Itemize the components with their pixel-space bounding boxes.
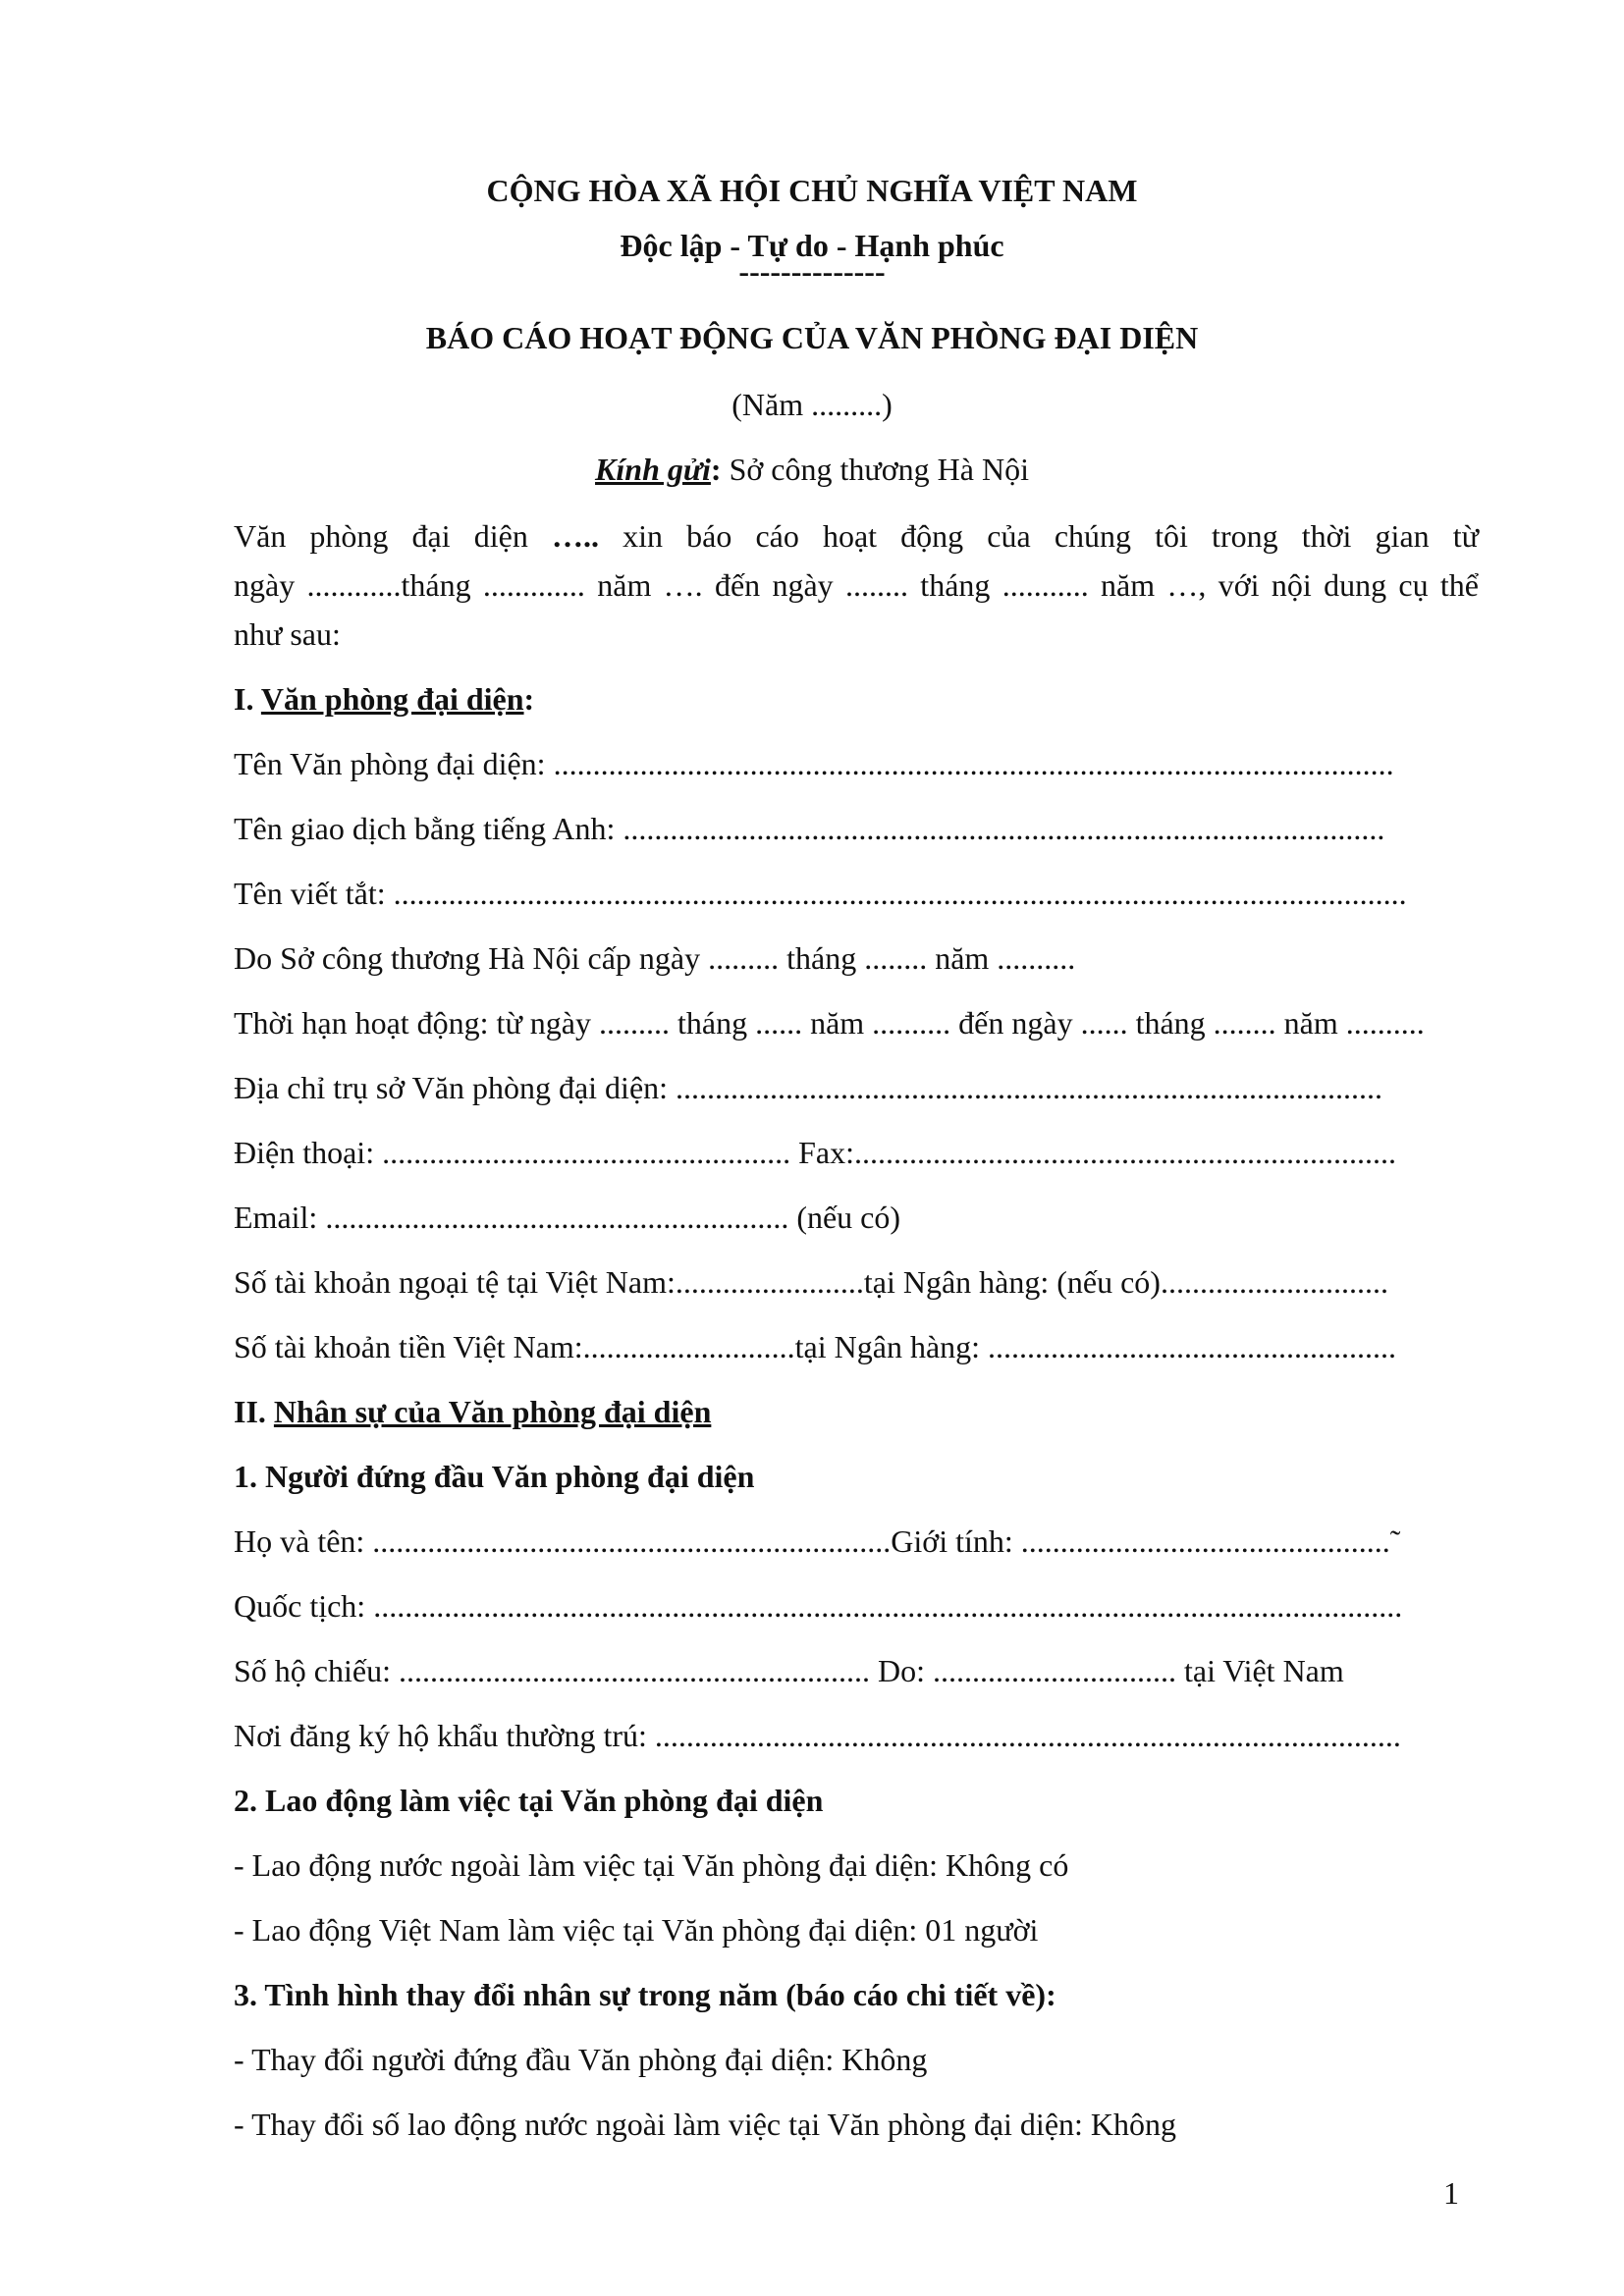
field-phone-fax: Điện thoại: .................................................... Fax:..................................................................... (234, 1135, 1396, 1170)
section-2-heading (234, 1392, 711, 1431)
section-2-prefix: II. (234, 1394, 274, 1429)
intro-text-b: xin báo cáo hoạt động của chúng tôi trong thời gian từ (598, 518, 1479, 554)
subsection-2-heading: 2. Lao động làm việc tại Văn phòng đại diện (234, 1783, 824, 1818)
office-name-placeholder: ….. (551, 518, 599, 554)
intro-line-2: ngày ............tháng ............. năm …. đến ngày ........ tháng ........... năm …, với nội dung cụ thể (234, 567, 1479, 603)
field-english-name: Tên giao dịch bằng tiếng Anh: ................................................................................................. (234, 811, 1385, 846)
national-motto: Độc lập - Tự do - Hạnh phúc (620, 228, 1004, 263)
field-operation-period: Thời hạn hoạt động: từ ngày ......... tháng ...... năm .......... đến ngày ...... tháng ........ năm .......... (234, 1005, 1425, 1041)
intro-text-a: Văn phòng đại diện (234, 518, 552, 554)
recipient-line (0, 450, 1624, 489)
list-item-foreign-workers: - Lao động nước ngoài làm việc tại Văn phòng đại diện: Không có (234, 1847, 1069, 1883)
page-number: 1 (1443, 2175, 1459, 2211)
list-item-foreign-staff-change: - Thay đổi số lao động nước ngoài làm việc tại Văn phòng đại diện: Không (234, 2107, 1177, 2142)
report-title: BÁO CÁO HOẠT ĐỘNG CỦA VĂN PHÒNG ĐẠI DIỆN (425, 320, 1199, 355)
field-office-address: Địa chỉ trụ sở Văn phòng đại diện: .......................................................................................... (234, 1070, 1383, 1105)
section-1-title: Văn phòng đại diện (260, 681, 524, 717)
field-email: Email: ........................................................... (nếu có) (234, 1200, 901, 1235)
list-item-head-change: - Thay đổi người đứng đầu Văn phòng đại diện: Không (234, 2042, 928, 2077)
section-1-suffix: : (523, 681, 535, 717)
field-passport: Số hộ chiếu: ............................................................ Do: ............................... tại Việt Nam (234, 1653, 1344, 1688)
country-name: CỘNG HÒA XÃ HỘI CHỦ NGHĨA VIỆT NAM (486, 173, 1138, 208)
recipient-name: Sở công thương Hà Nội (721, 452, 1029, 487)
report-year: (Năm .........) (731, 387, 893, 422)
field-full-name-gender: Họ và tên: ..................................................................Giới tính: ...............................................̃ (234, 1523, 1390, 1559)
header-divider: -------------- (738, 253, 886, 289)
field-nationality: Quốc tịch: ................................................................................................................................... (234, 1588, 1403, 1624)
field-foreign-account: Số tài khoản ngoại tệ tại Việt Nam:........................tại Ngân hàng: (nếu có)............................. (234, 1264, 1388, 1300)
section-1-prefix: I. (234, 681, 261, 717)
recipient-label: Kính gửi (595, 452, 711, 487)
field-short-name: Tên viết tắt: ................................................................................................................................. (234, 876, 1407, 911)
field-residence: Nơi đăng ký hộ khẩu thường trú: ............................................................................................... (234, 1718, 1401, 1753)
subsection-3-heading: 3. Tình hình thay đổi nhân sự trong năm (báo cáo chi tiết về): (234, 1977, 1056, 2012)
section-2-title: Nhân sự của Văn phòng đại diện (273, 1394, 712, 1429)
intro-line-1 (234, 516, 1479, 556)
subsection-1-heading: 1. Người đứng đầu Văn phòng đại diện (234, 1459, 755, 1494)
field-issue-date: Do Sở công thương Hà Nội cấp ngày ......... tháng ........ năm .......... (234, 940, 1076, 976)
field-office-name: Tên Văn phòng đại diện: ........................................................................................................... (234, 746, 1394, 781)
field-vnd-account: Số tài khoản tiền Việt Nam:...........................tại Ngân hàng: .................................................... (234, 1329, 1397, 1364)
intro-line-3: như sau: (234, 616, 341, 652)
section-1-heading (234, 679, 534, 719)
list-item-vietnamese-workers: - Lao động Việt Nam làm việc tại Văn phòng đại diện: 01 người (234, 1912, 1039, 1948)
recipient-colon: : (710, 452, 722, 487)
